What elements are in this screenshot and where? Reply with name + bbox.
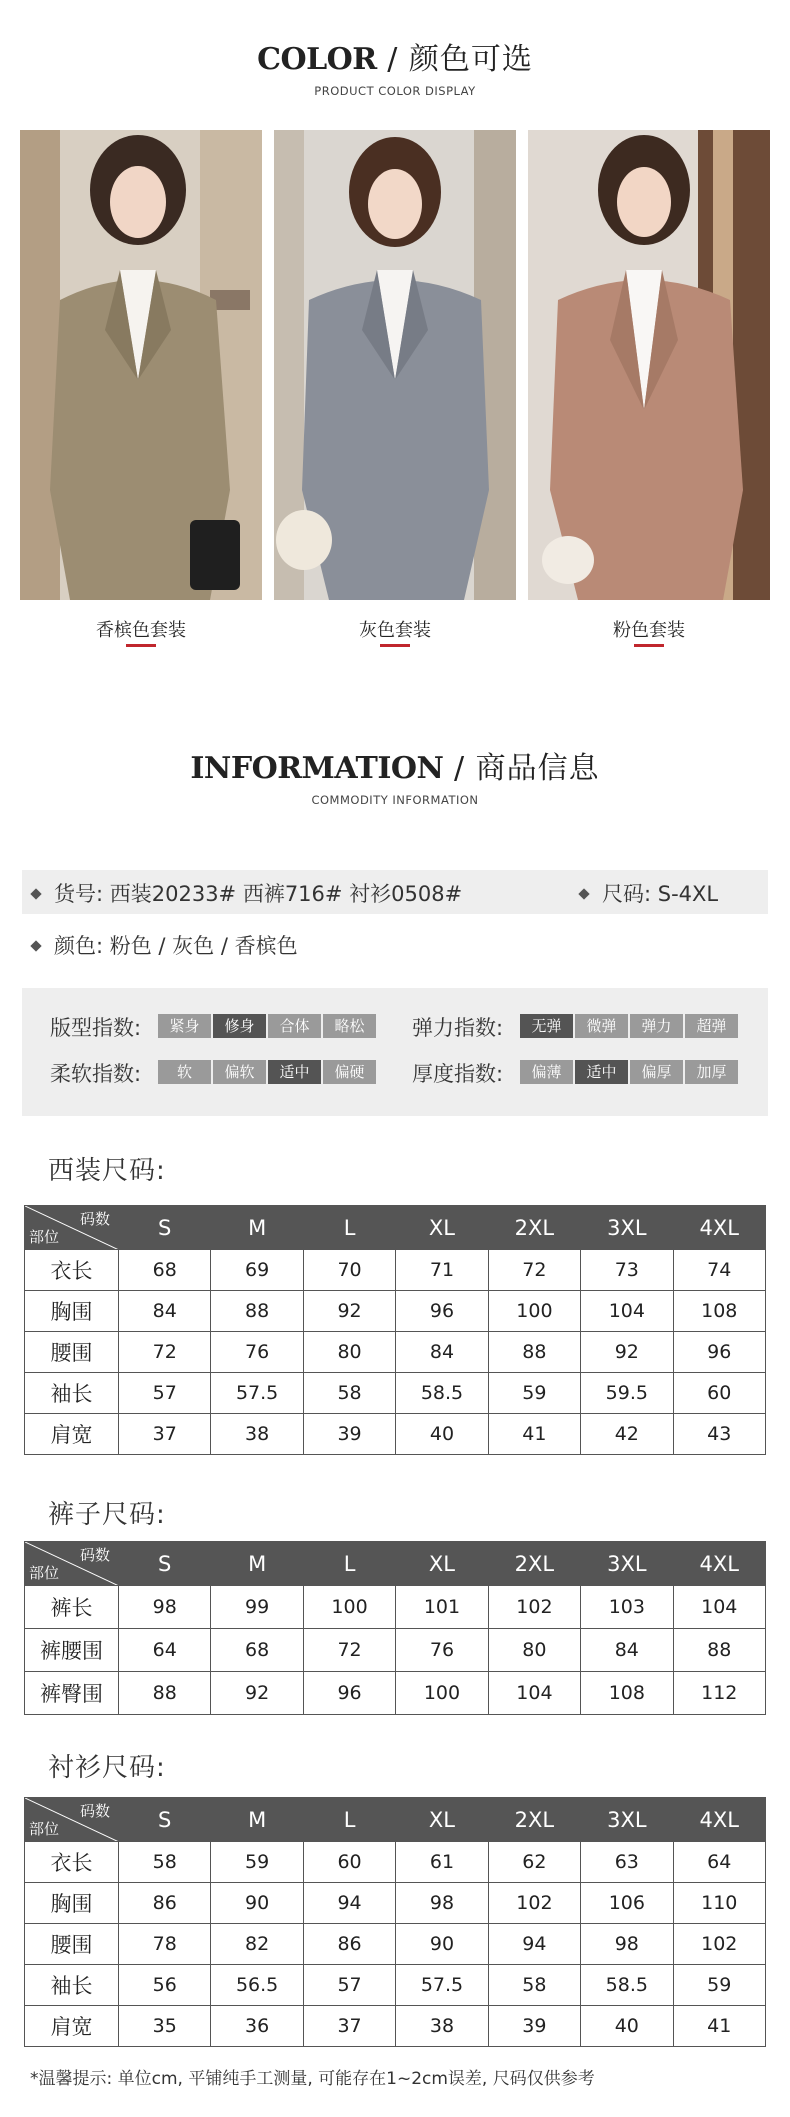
photo-gray[interactable] bbox=[274, 130, 516, 600]
cell: 96 bbox=[396, 1291, 488, 1332]
cell: 84 bbox=[396, 1332, 488, 1373]
cell: 69 bbox=[211, 1250, 303, 1291]
color-label-champagne: 香槟色套装 bbox=[96, 620, 186, 641]
cell: 64 bbox=[119, 1629, 211, 1672]
row-label: 腰围 bbox=[25, 1332, 119, 1373]
cell: 88 bbox=[673, 1629, 765, 1672]
color-subtitle: PRODUCT COLOR DISPLAY bbox=[314, 84, 476, 98]
cell: 71 bbox=[396, 1250, 488, 1291]
size-header: XL bbox=[396, 1206, 488, 1250]
suit-size-table bbox=[24, 1205, 766, 1455]
cell: 102 bbox=[488, 1586, 580, 1629]
cell: 76 bbox=[396, 1629, 488, 1672]
index-chip: 紧身 bbox=[158, 1014, 211, 1038]
index-label: 柔软指数: bbox=[50, 1062, 142, 1086]
table-row bbox=[25, 1414, 766, 1455]
cell: 57.5 bbox=[211, 1373, 303, 1414]
table-row bbox=[25, 1672, 766, 1715]
cell: 40 bbox=[396, 1414, 488, 1455]
item-number: 货号: 西装20233# 西裤716# 衬衫0508# bbox=[54, 882, 463, 906]
cell: 72 bbox=[303, 1629, 395, 1672]
cell: 80 bbox=[303, 1332, 395, 1373]
cell: 59 bbox=[673, 1965, 765, 2006]
size-header: M bbox=[211, 1542, 303, 1586]
cell: 41 bbox=[673, 2006, 765, 2047]
shirt-size-title: 衬衫尺码: bbox=[48, 1753, 166, 1783]
cell: 58 bbox=[303, 1373, 395, 1414]
cell: 78 bbox=[119, 1924, 211, 1965]
index-chip: 合体 bbox=[268, 1014, 321, 1038]
index-chip: 略松 bbox=[323, 1014, 376, 1038]
cell: 94 bbox=[488, 1924, 580, 1965]
cell: 100 bbox=[303, 1586, 395, 1629]
cell: 58 bbox=[488, 1965, 580, 2006]
cell: 102 bbox=[488, 1883, 580, 1924]
photo-champagne[interactable] bbox=[20, 130, 262, 600]
cell: 36 bbox=[211, 2006, 303, 2047]
cell: 68 bbox=[119, 1250, 211, 1291]
size-header: M bbox=[211, 1798, 303, 1842]
cell: 104 bbox=[488, 1672, 580, 1715]
info-subtitle: COMMODITY INFORMATION bbox=[311, 793, 479, 807]
index-chip-selected: 适中 bbox=[268, 1060, 321, 1084]
table-corner bbox=[25, 1542, 119, 1586]
shirt-size-table bbox=[24, 1797, 766, 2047]
color-underline bbox=[126, 644, 156, 647]
table-row bbox=[25, 1883, 766, 1924]
table-row bbox=[25, 1924, 766, 1965]
corner-part-label: 部位 bbox=[29, 1820, 60, 1838]
row-label: 衣长 bbox=[25, 1250, 119, 1291]
index-chip: 软 bbox=[158, 1060, 211, 1084]
size-header: S bbox=[119, 1798, 211, 1842]
cell: 88 bbox=[488, 1332, 580, 1373]
cell: 101 bbox=[396, 1586, 488, 1629]
cell: 92 bbox=[303, 1291, 395, 1332]
cell: 73 bbox=[581, 1250, 673, 1291]
row-label: 胸围 bbox=[25, 1291, 119, 1332]
row-label: 袖长 bbox=[25, 1373, 119, 1414]
cell: 59 bbox=[488, 1373, 580, 1414]
cell: 56.5 bbox=[211, 1965, 303, 2006]
color-underline bbox=[634, 644, 664, 647]
cell: 38 bbox=[211, 1414, 303, 1455]
cell: 60 bbox=[303, 1842, 395, 1883]
color-label-pink: 粉色套装 bbox=[613, 620, 685, 641]
cell: 37 bbox=[303, 2006, 395, 2047]
suit-size-title: 西装尺码: bbox=[48, 1156, 166, 1186]
color-title-en: COLOR bbox=[257, 42, 377, 77]
cell: 86 bbox=[119, 1883, 211, 1924]
cell: 92 bbox=[211, 1672, 303, 1715]
corner-size-label: 码数 bbox=[79, 1210, 110, 1228]
index-label: 版型指数: bbox=[50, 1016, 142, 1040]
color-underline bbox=[380, 644, 410, 647]
cell: 35 bbox=[119, 2006, 211, 2047]
cell: 98 bbox=[396, 1883, 488, 1924]
measurement-note: *温馨提示: 单位cm, 平铺纯手工测量, 可能存在1~2cm误差, 尺码仅供参考 bbox=[30, 2069, 595, 2089]
cell: 102 bbox=[673, 1924, 765, 1965]
cell: 43 bbox=[673, 1414, 765, 1455]
index-chip: 加厚 bbox=[685, 1060, 738, 1084]
cell: 80 bbox=[488, 1629, 580, 1672]
cell: 39 bbox=[488, 2006, 580, 2047]
size-header: L bbox=[303, 1206, 395, 1250]
cell: 100 bbox=[396, 1672, 488, 1715]
cell: 61 bbox=[396, 1842, 488, 1883]
cell: 37 bbox=[119, 1414, 211, 1455]
size-header: 2XL bbox=[488, 1798, 580, 1842]
cell: 59 bbox=[211, 1842, 303, 1883]
cell: 57.5 bbox=[396, 1965, 488, 2006]
colors-text: 颜色: 粉色 / 灰色 / 香槟色 bbox=[54, 934, 298, 958]
cell: 74 bbox=[673, 1250, 765, 1291]
product-photos bbox=[20, 130, 770, 600]
color-label-gray: 灰色套装 bbox=[359, 620, 431, 641]
cell: 86 bbox=[303, 1924, 395, 1965]
table-row bbox=[25, 1629, 766, 1672]
cell: 56 bbox=[119, 1965, 211, 2006]
cell: 38 bbox=[396, 2006, 488, 2047]
fabric-index-box bbox=[22, 988, 768, 1116]
size-header: 4XL bbox=[673, 1542, 765, 1586]
diamond-icon bbox=[30, 940, 41, 951]
cell: 58.5 bbox=[581, 1965, 673, 2006]
cell: 62 bbox=[488, 1842, 580, 1883]
cell: 92 bbox=[581, 1332, 673, 1373]
index-chips bbox=[158, 1060, 376, 1084]
index-chips bbox=[520, 1014, 738, 1038]
cell: 64 bbox=[673, 1842, 765, 1883]
cell: 103 bbox=[581, 1586, 673, 1629]
cell: 100 bbox=[488, 1291, 580, 1332]
corner-size-label: 码数 bbox=[79, 1802, 110, 1820]
corner-part-label: 部位 bbox=[29, 1564, 60, 1582]
color-section-title bbox=[0, 34, 790, 98]
size-header: L bbox=[303, 1542, 395, 1586]
cell: 68 bbox=[211, 1629, 303, 1672]
cell: 106 bbox=[581, 1883, 673, 1924]
cell: 58 bbox=[119, 1842, 211, 1883]
index-chip: 微弹 bbox=[575, 1014, 628, 1038]
size-header: 2XL bbox=[488, 1542, 580, 1586]
size-header: L bbox=[303, 1798, 395, 1842]
cell: 98 bbox=[119, 1586, 211, 1629]
table-row bbox=[25, 1965, 766, 2006]
row-label: 裤腰围 bbox=[25, 1629, 119, 1672]
cell: 72 bbox=[119, 1332, 211, 1373]
cell: 63 bbox=[581, 1842, 673, 1883]
index-chips bbox=[158, 1014, 376, 1038]
row-label: 腰围 bbox=[25, 1924, 119, 1965]
cell: 98 bbox=[581, 1924, 673, 1965]
cell: 108 bbox=[581, 1672, 673, 1715]
cell: 58.5 bbox=[396, 1373, 488, 1414]
info-title-cn: / 商品信息 bbox=[453, 751, 600, 786]
index-label: 弹力指数: bbox=[412, 1016, 504, 1040]
table-row bbox=[25, 1332, 766, 1373]
index-chip: 偏软 bbox=[213, 1060, 266, 1084]
cell: 39 bbox=[303, 1414, 395, 1455]
cell: 88 bbox=[211, 1291, 303, 1332]
row-label: 肩宽 bbox=[25, 2006, 119, 2047]
index-chip: 超弹 bbox=[685, 1014, 738, 1038]
cell: 90 bbox=[396, 1924, 488, 1965]
size-header: 2XL bbox=[488, 1206, 580, 1250]
cell: 110 bbox=[673, 1883, 765, 1924]
cell: 84 bbox=[581, 1629, 673, 1672]
size-header: M bbox=[211, 1206, 303, 1250]
cell: 104 bbox=[673, 1586, 765, 1629]
cell: 76 bbox=[211, 1332, 303, 1373]
cell: 88 bbox=[119, 1672, 211, 1715]
pants-size-title: 裤子尺码: bbox=[48, 1500, 166, 1530]
info-title-en: INFORMATION bbox=[190, 751, 444, 786]
index-chips bbox=[520, 1060, 738, 1084]
table-corner bbox=[25, 1206, 119, 1250]
table-row bbox=[25, 1373, 766, 1414]
cell: 112 bbox=[673, 1672, 765, 1715]
cell: 57 bbox=[303, 1965, 395, 2006]
cell: 40 bbox=[581, 2006, 673, 2047]
table-row bbox=[25, 2006, 766, 2047]
index-chip-selected: 适中 bbox=[575, 1060, 628, 1084]
size-header: XL bbox=[396, 1798, 488, 1842]
size-header: 4XL bbox=[673, 1206, 765, 1250]
row-label: 胸围 bbox=[25, 1883, 119, 1924]
size-header: 4XL bbox=[673, 1798, 765, 1842]
cell: 96 bbox=[673, 1332, 765, 1373]
cell: 82 bbox=[211, 1924, 303, 1965]
index-label: 厚度指数: bbox=[412, 1062, 504, 1086]
corner-size-label: 码数 bbox=[79, 1546, 110, 1564]
table-row bbox=[25, 1842, 766, 1883]
cell: 96 bbox=[303, 1672, 395, 1715]
index-chip-selected: 修身 bbox=[213, 1014, 266, 1038]
cell: 94 bbox=[303, 1883, 395, 1924]
colors-info bbox=[22, 930, 298, 960]
diamond-icon bbox=[30, 888, 41, 899]
index-chip-selected: 无弹 bbox=[520, 1014, 573, 1038]
cell: 59.5 bbox=[581, 1373, 673, 1414]
cell: 108 bbox=[673, 1291, 765, 1332]
cell: 104 bbox=[581, 1291, 673, 1332]
cell: 70 bbox=[303, 1250, 395, 1291]
row-label: 裤臀围 bbox=[25, 1672, 119, 1715]
cell: 99 bbox=[211, 1586, 303, 1629]
table-corner bbox=[25, 1798, 119, 1842]
row-label: 裤长 bbox=[25, 1586, 119, 1629]
size-header: 3XL bbox=[581, 1542, 673, 1586]
table-row bbox=[25, 1586, 766, 1629]
index-chip: 偏硬 bbox=[323, 1060, 376, 1084]
size-range: 尺码: S-4XL bbox=[602, 882, 719, 906]
size-header: 3XL bbox=[581, 1798, 673, 1842]
index-chip: 弹力 bbox=[630, 1014, 683, 1038]
table-row bbox=[25, 1250, 766, 1291]
row-label: 衣长 bbox=[25, 1842, 119, 1883]
cell: 84 bbox=[119, 1291, 211, 1332]
item-info-bar bbox=[22, 870, 768, 914]
cell: 60 bbox=[673, 1373, 765, 1414]
index-chip: 偏厚 bbox=[630, 1060, 683, 1084]
size-header: XL bbox=[396, 1542, 488, 1586]
table-row bbox=[25, 1291, 766, 1332]
pants-size-table bbox=[24, 1541, 766, 1715]
size-header: 3XL bbox=[581, 1206, 673, 1250]
cell: 42 bbox=[581, 1414, 673, 1455]
size-header: S bbox=[119, 1542, 211, 1586]
cell: 57 bbox=[119, 1373, 211, 1414]
corner-part-label: 部位 bbox=[29, 1228, 60, 1246]
color-title-cn: / 颜色可选 bbox=[387, 42, 533, 77]
cell: 72 bbox=[488, 1250, 580, 1291]
row-label: 袖长 bbox=[25, 1965, 119, 2006]
row-label: 肩宽 bbox=[25, 1414, 119, 1455]
size-header: S bbox=[119, 1206, 211, 1250]
cell: 90 bbox=[211, 1883, 303, 1924]
cell: 41 bbox=[488, 1414, 580, 1455]
photo-pink[interactable] bbox=[528, 130, 770, 600]
index-chip: 偏薄 bbox=[520, 1060, 573, 1084]
diamond-icon bbox=[578, 888, 589, 899]
info-section-title bbox=[0, 743, 790, 807]
